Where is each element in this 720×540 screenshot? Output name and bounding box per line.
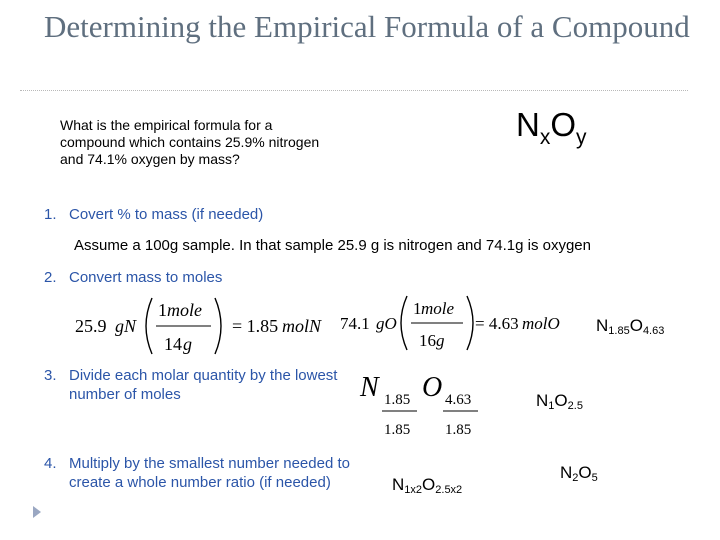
whole-ratio-element-1: N xyxy=(536,391,549,410)
oxygen-numerator-qty: 1 xyxy=(413,299,422,318)
step-3 xyxy=(44,366,354,406)
mole-ratio-element-1: N xyxy=(596,316,609,335)
division-numerator-2: 4.63 xyxy=(445,392,472,408)
general-formula-subscript-1: x xyxy=(539,126,551,149)
whole-ratio-subscript-2: 2.5 xyxy=(567,400,583,412)
nitrogen-mass-unit: gN xyxy=(115,316,137,336)
nitrogen-conversion-equation xyxy=(70,292,340,360)
nitrogen-denominator-unit: g xyxy=(183,334,192,354)
final-element-2: O xyxy=(578,463,592,482)
final-element-1: N xyxy=(560,463,573,482)
oxygen-left-paren xyxy=(401,296,407,350)
mole-ratio-element-2: O xyxy=(629,316,643,335)
final-subscript-1: 2 xyxy=(572,472,579,484)
division-numerator-1: 1.85 xyxy=(384,392,411,408)
whole-ratio-formula xyxy=(536,391,583,412)
nitrogen-result-value: = 1.85 xyxy=(232,316,279,336)
general-formula-element-2: O xyxy=(550,106,577,143)
oxygen-mass-value: 74.1 xyxy=(340,314,370,333)
step-1 xyxy=(44,205,354,225)
final-empirical-formula xyxy=(560,463,598,484)
multiplied-element-1: N xyxy=(392,475,405,494)
step-3-number: 3. xyxy=(44,367,57,384)
step-1-number: 1. xyxy=(44,206,57,223)
nitrogen-mass-value: 25.9 xyxy=(75,316,107,336)
oxygen-result-value: = 4.63 xyxy=(475,314,519,333)
title-divider xyxy=(20,90,688,91)
nitrogen-denominator-qty: 14 xyxy=(164,334,182,354)
oxygen-denominator-qty: 16 xyxy=(419,331,436,350)
division-denominator-1: 1.85 xyxy=(384,422,411,438)
step-1-text: Covert % to mass (if needed) xyxy=(69,206,264,223)
whole-ratio-subscript-1: 1 xyxy=(548,400,555,412)
question-text: What is the empirical formula for a compound which contains 25.9% nitrogen and 74.1% oxygen by mass? xyxy=(60,117,320,167)
whole-ratio-element-2: O xyxy=(554,391,568,410)
step-2-number: 2. xyxy=(44,269,57,286)
step-4 xyxy=(44,454,354,514)
step-2-text: Convert mass to moles xyxy=(69,269,223,286)
oxygen-result-unit: molO xyxy=(522,314,560,333)
multiplied-subscript-1: 1x2 xyxy=(404,484,423,496)
oxygen-mass-unit: gO xyxy=(376,314,397,333)
general-formula xyxy=(516,106,587,150)
oxygen-right-paren xyxy=(467,296,473,350)
oxygen-conversion-equation xyxy=(335,290,585,356)
general-formula-element-1: N xyxy=(516,106,540,143)
multiplied-subscript-2: 2.5x2 xyxy=(435,484,463,496)
step-4-number: 4. xyxy=(44,455,57,472)
division-element-1: N xyxy=(360,372,379,403)
step-4-text: Multiply by the smallest number needed to create a whole number ratio (if needed) xyxy=(69,455,350,491)
nitrogen-left-paren xyxy=(146,298,152,354)
general-formula-subscript-2: y xyxy=(576,126,587,149)
mole-ratio-subscript-2: 4.63 xyxy=(642,325,665,337)
nitrogen-right-paren xyxy=(215,298,221,354)
play-arrow-icon[interactable] xyxy=(33,506,41,518)
slide-title: Determining the Empirical Formula of a Compound xyxy=(44,9,690,44)
oxygen-numerator-unit: mole xyxy=(421,299,455,318)
nitrogen-numerator-qty: 1 xyxy=(158,300,167,320)
nitrogen-result-unit: molN xyxy=(282,316,322,336)
oxygen-denominator-unit: g xyxy=(436,331,445,350)
division-expression xyxy=(355,368,495,443)
multiplied-formula xyxy=(392,475,462,496)
mole-ratio-formula xyxy=(596,316,664,337)
nitrogen-numerator-unit: mole xyxy=(167,300,202,320)
mole-ratio-subscript-1: 1.85 xyxy=(608,325,630,337)
final-subscript-2: 5 xyxy=(591,472,598,484)
division-denominator-2: 1.85 xyxy=(445,422,472,438)
division-element-2: O xyxy=(422,372,443,403)
step-3-text: Divide each molar quantity by the lowest number of moles xyxy=(69,367,338,403)
multiplied-element-2: O xyxy=(422,475,436,494)
step-2 xyxy=(44,268,354,288)
assumption-text: Assume a 100g sample. In that sample 25.9 g is nitrogen and 74.1g is oxygen xyxy=(74,237,591,254)
